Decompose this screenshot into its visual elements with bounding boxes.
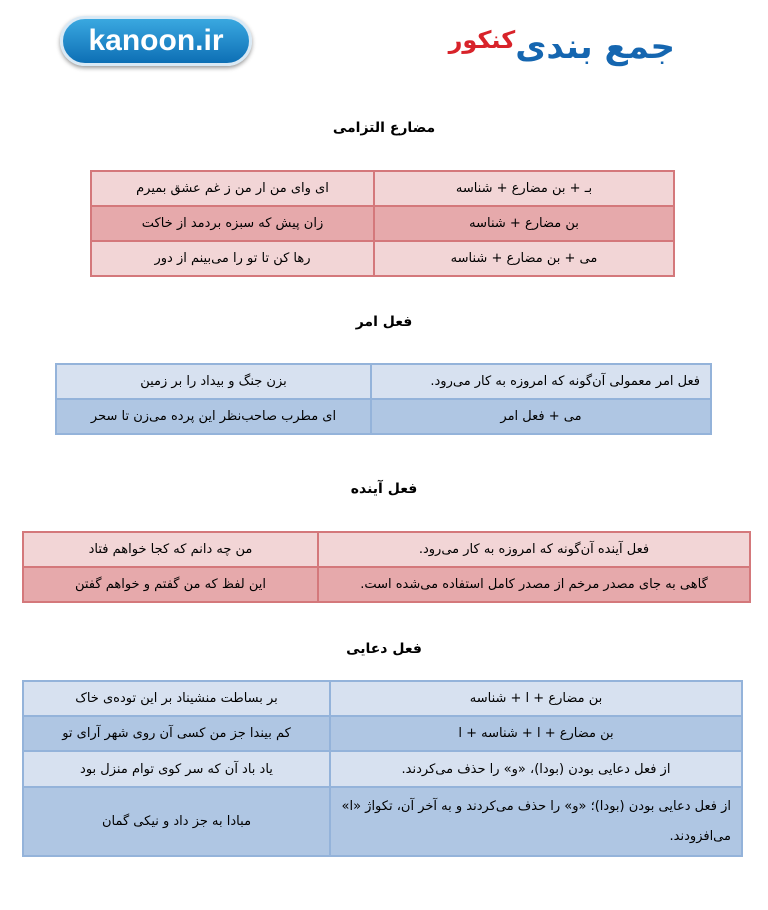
cell-rule: بن مضارع + شناسه: [374, 206, 674, 241]
cell-example: بزن جنگ و بیداد را بر زمین: [56, 364, 371, 399]
cell-example: کم بیندا جز من کسی آن روی شهر آرای تو: [23, 716, 330, 751]
table-row: [23, 716, 742, 751]
cell-example: بر بساطت منشیناد بر این توده‌ی خاک: [23, 681, 330, 716]
cell-rule: فعل امر معمولی آن‌گونه که امروزه به کار می‌رود.: [371, 364, 711, 399]
table-row: [56, 364, 711, 399]
cell-example: ای مطرب صاحب‌نظر این پرده می‌زن تا سحر: [56, 399, 371, 434]
cell-example: رها کن تا تو را می‌بینم از دور: [91, 241, 374, 276]
cell-example: این لفظ که من گفتم و خواهم گفتن: [23, 567, 318, 602]
logo-text-a: جمع بندی: [515, 27, 675, 67]
table-future: [22, 531, 751, 603]
cell-rule: می + فعل امر: [371, 399, 711, 434]
cell-rule: فعل آینده آن‌گونه که امروزه به کار می‌رود.: [318, 532, 750, 567]
cell-example: زان پیش که سبزه بردمد از خاکت: [91, 206, 374, 241]
cell-rule: بن مضارع + ا + شناسه + ا: [330, 716, 742, 751]
table-row: [23, 567, 750, 602]
cell-rule: بـ + بن مضارع + شناسه: [374, 171, 674, 206]
section-title: فعل آینده: [350, 481, 418, 497]
cell-example: ای وای من ار من ز غم عشق بمیرم: [91, 171, 374, 206]
table-row: [91, 171, 674, 206]
table-row: [23, 787, 742, 856]
section-title: فعل دعایی: [346, 641, 422, 657]
cell-rule: از فعل دعایی بودن (بودا)، «و» را حذف می‌کردند.: [330, 751, 742, 787]
table-row: [23, 681, 742, 716]
table-imperative: [55, 363, 712, 435]
section-title: مضارع التزامی: [332, 120, 436, 136]
table-subjunctive: [90, 170, 675, 277]
section-title: فعل امر: [355, 314, 413, 330]
logo-text-b: کنکور: [448, 26, 516, 54]
cell-rule: بن مضارع + ا + شناسه: [330, 681, 742, 716]
table-optative: [22, 680, 743, 857]
table-row: [91, 241, 674, 276]
table-row: [91, 206, 674, 241]
table-row: [56, 399, 711, 434]
table-row: [23, 532, 750, 567]
cell-rule: می + بن مضارع + شناسه: [374, 241, 674, 276]
cell-rule: گاهی به جای مصدر مرخم از مصدر کامل استفاده می‌شده است.: [318, 567, 750, 602]
cell-example: مبادا به جز داد و نیکی گمان: [23, 787, 330, 856]
cell-rule: از فعل دعایی بودن (بودا)؛ «و» را حذف می‌کردند و به آخر آن، تکواژ «ا» می‌افزودند.: [330, 787, 742, 856]
table-row: [23, 751, 742, 787]
jambandi-konkur-logo: [430, 18, 675, 76]
cell-example: یاد باد آن که سر کوی توام منزل بود: [23, 751, 330, 787]
cell-example: من چه دانم که کجا خواهم فتاد: [23, 532, 318, 567]
kanoon-logo[interactable]: kanoon.ir: [60, 16, 252, 66]
